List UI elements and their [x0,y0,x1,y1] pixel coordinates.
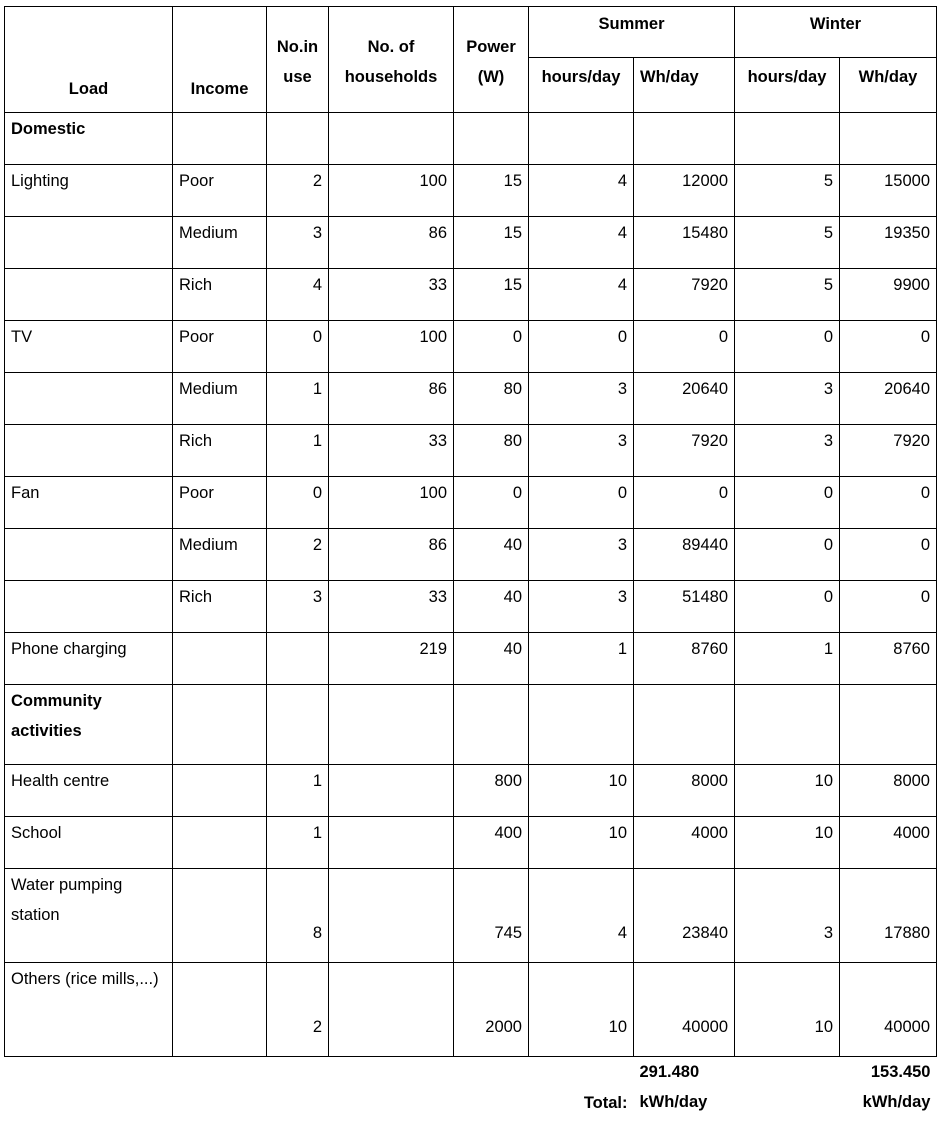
total-summer: 291.480 kWh/day [634,1057,735,1122]
cell-in-use: 1 [267,817,329,869]
cell-in-use: 4 [267,269,329,321]
cell-power: 15 [454,217,529,269]
cell-summer-hours: 4 [529,269,634,321]
section-label-domestic: Domestic [5,113,173,165]
cell-in-use: 0 [267,477,329,529]
cell-summer-wh: 40000 [634,963,735,1057]
cell-load: Water pumping station [5,869,173,963]
cell-winter-wh: 15000 [840,165,937,217]
cell-in-use: 1 [267,373,329,425]
cell-winter-wh: 0 [840,581,937,633]
cell-income: Rich [173,269,267,321]
cell-winter-hours: 10 [735,963,840,1057]
table-row [5,633,937,685]
cell-households: 33 [329,269,454,321]
cell-summer-wh: 7920 [634,269,735,321]
cell-income: Medium [173,217,267,269]
cell-load: TV [5,321,173,373]
table-row [5,581,937,633]
header-power: Power (W) [454,7,529,113]
cell-winter-hours: 3 [735,425,840,477]
cell-load [5,217,173,269]
table-row [5,765,937,817]
cell-summer-wh: 51480 [634,581,735,633]
cell-power: 800 [454,765,529,817]
cell-summer-wh: 0 [634,477,735,529]
cell-summer-hours: 0 [529,477,634,529]
cell-winter-wh: 19350 [840,217,937,269]
header-summer: Summer [529,7,735,58]
cell-in-use: 1 [267,765,329,817]
cell-winter-hours: 0 [735,477,840,529]
cell-winter-hours: 3 [735,373,840,425]
cell-income: Poor [173,321,267,373]
section-row-domestic [5,113,937,165]
cell-households: 86 [329,373,454,425]
cell-households: 33 [329,425,454,477]
table-row [5,321,937,373]
cell-power: 40 [454,529,529,581]
cell-summer-wh: 20640 [634,373,735,425]
total-row [5,1057,937,1122]
cell-power: 40 [454,581,529,633]
cell-income: Poor [173,477,267,529]
cell-in-use: 2 [267,165,329,217]
header-no-of-households: No. of households [329,7,454,113]
cell-summer-wh: 7920 [634,425,735,477]
table-row [5,373,937,425]
cell-in-use: 3 [267,581,329,633]
cell-load: Lighting [5,165,173,217]
cell-load [5,425,173,477]
cell-summer-hours: 4 [529,165,634,217]
cell-in-use: 2 [267,529,329,581]
cell-summer-hours: 3 [529,425,634,477]
total-label: Total: [529,1057,634,1122]
cell-winter-hours: 5 [735,269,840,321]
cell-winter-hours: 3 [735,869,840,963]
cell-summer-wh: 23840 [634,869,735,963]
table-row [5,269,937,321]
load-table [4,6,937,1122]
cell-power: 80 [454,373,529,425]
cell-winter-wh: 9900 [840,269,937,321]
section-label-community: Community activities [5,685,173,765]
table-row [5,817,937,869]
header-winter-wh: Wh/day [840,58,937,113]
cell-summer-wh: 8760 [634,633,735,685]
cell-winter-hours: 0 [735,529,840,581]
total-winter: 153.450 kWh/day [840,1057,937,1122]
table-row [5,529,937,581]
cell-households [329,869,454,963]
cell-winter-wh: 8000 [840,765,937,817]
cell-households: 219 [329,633,454,685]
cell-winter-hours: 10 [735,765,840,817]
header-load: Load [5,7,173,113]
header-winter-hours: hours/day [735,58,840,113]
cell-households: 100 [329,321,454,373]
cell-income [173,817,267,869]
cell-power: 40 [454,633,529,685]
cell-winter-hours: 10 [735,817,840,869]
cell-load: Health centre [5,765,173,817]
cell-income [173,963,267,1057]
header-summer-hours: hours/day [529,58,634,113]
cell-in-use [267,633,329,685]
header-income: Income [173,7,267,113]
cell-summer-wh: 12000 [634,165,735,217]
table-row [5,425,937,477]
cell-households: 100 [329,477,454,529]
table-row [5,963,937,1057]
cell-summer-hours: 4 [529,217,634,269]
cell-summer-wh: 4000 [634,817,735,869]
cell-winter-wh: 8760 [840,633,937,685]
cell-winter-wh: 0 [840,529,937,581]
cell-households [329,963,454,1057]
cell-income [173,633,267,685]
cell-winter-hours: 0 [735,321,840,373]
table-row [5,477,937,529]
cell-households: 86 [329,217,454,269]
cell-power: 0 [454,477,529,529]
cell-in-use: 8 [267,869,329,963]
cell-winter-wh: 17880 [840,869,937,963]
cell-load [5,373,173,425]
cell-load [5,529,173,581]
cell-households: 86 [329,529,454,581]
cell-households: 33 [329,581,454,633]
cell-summer-hours: 3 [529,373,634,425]
cell-in-use: 3 [267,217,329,269]
cell-summer-wh: 0 [634,321,735,373]
cell-winter-wh: 0 [840,477,937,529]
cell-summer-wh: 15480 [634,217,735,269]
cell-households [329,765,454,817]
cell-in-use: 0 [267,321,329,373]
cell-load: School [5,817,173,869]
cell-winter-wh: 7920 [840,425,937,477]
cell-income: Medium [173,529,267,581]
section-row-community [5,685,937,765]
cell-in-use: 2 [267,963,329,1057]
cell-households: 100 [329,165,454,217]
cell-winter-hours: 1 [735,633,840,685]
cell-winter-wh: 0 [840,321,937,373]
cell-summer-hours: 10 [529,817,634,869]
cell-load: Phone charging [5,633,173,685]
cell-households [329,817,454,869]
cell-winter-hours: 5 [735,217,840,269]
cell-summer-wh: 89440 [634,529,735,581]
cell-income: Poor [173,165,267,217]
cell-load: Others (rice mills,...) [5,963,173,1057]
cell-summer-hours: 3 [529,529,634,581]
cell-power: 0 [454,321,529,373]
cell-winter-hours: 0 [735,581,840,633]
table-row [5,869,937,963]
cell-in-use: 1 [267,425,329,477]
cell-power: 15 [454,165,529,217]
cell-summer-hours: 0 [529,321,634,373]
cell-summer-wh: 8000 [634,765,735,817]
header-winter: Winter [735,7,937,58]
header-summer-wh: Wh/day [634,58,735,113]
cell-income [173,765,267,817]
cell-winter-hours: 5 [735,165,840,217]
cell-summer-hours: 3 [529,581,634,633]
cell-power: 2000 [454,963,529,1057]
cell-power: 745 [454,869,529,963]
cell-load [5,269,173,321]
cell-power: 400 [454,817,529,869]
cell-summer-hours: 4 [529,869,634,963]
cell-summer-hours: 10 [529,963,634,1057]
table-row [5,165,937,217]
cell-winter-wh: 40000 [840,963,937,1057]
cell-summer-hours: 10 [529,765,634,817]
cell-winter-wh: 4000 [840,817,937,869]
cell-winter-wh: 20640 [840,373,937,425]
cell-income [173,869,267,963]
cell-income: Rich [173,581,267,633]
table-row [5,217,937,269]
cell-income: Rich [173,425,267,477]
cell-power: 80 [454,425,529,477]
cell-load [5,581,173,633]
cell-summer-hours: 1 [529,633,634,685]
cell-power: 15 [454,269,529,321]
header-no-in-use: No.in use [267,7,329,113]
cell-income: Medium [173,373,267,425]
cell-load: Fan [5,477,173,529]
